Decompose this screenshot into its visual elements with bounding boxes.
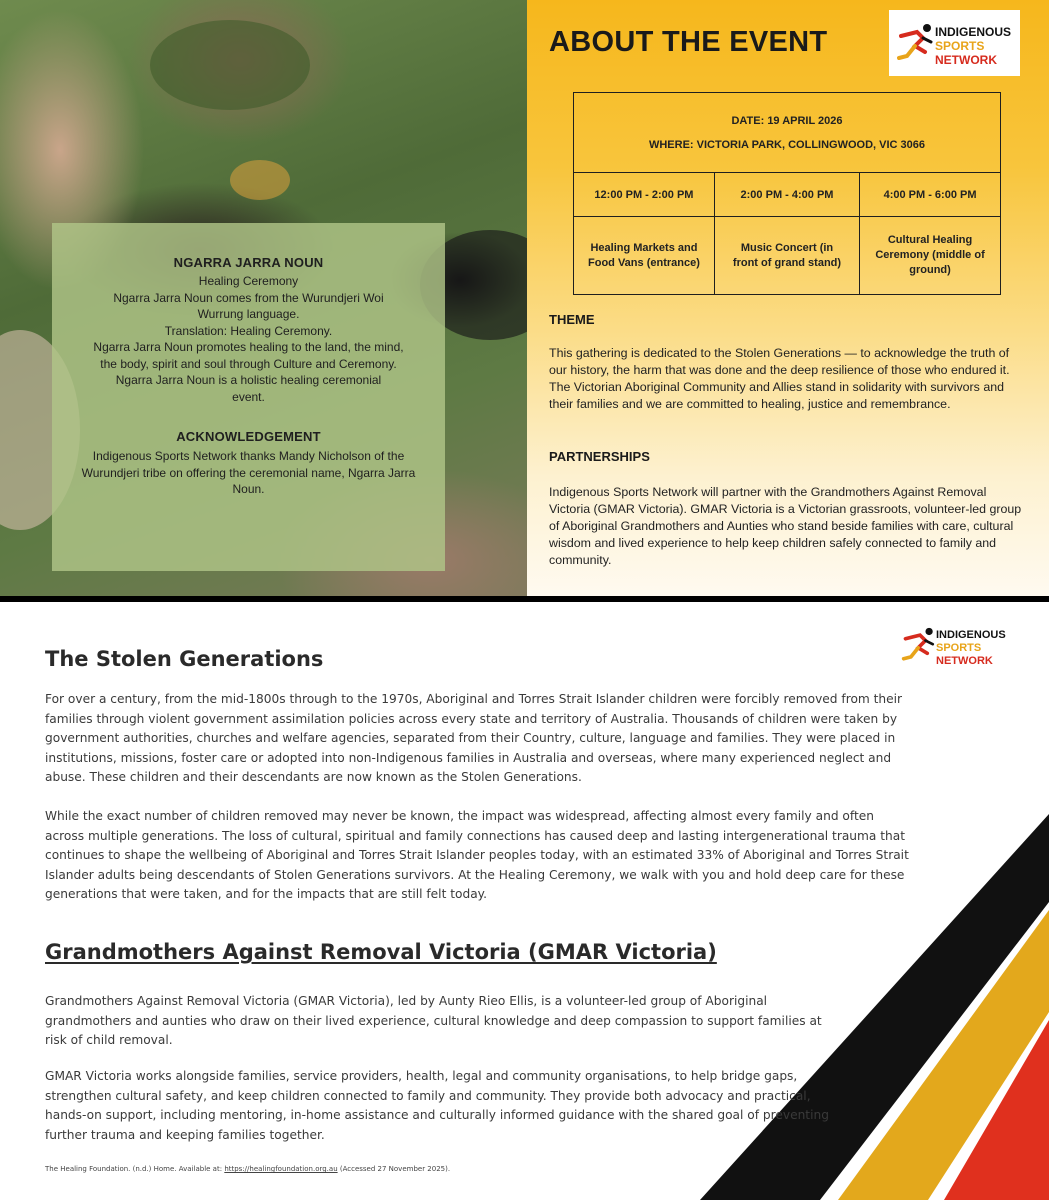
ceremony-photo	[0, 0, 527, 596]
gmar-para-2: GMAR Victoria works alongside families, service providers, health, legal and community organisations, to help bridge gaps, strengthen cultural safety, and keep children connected to family and community. They provide both advocacy and practical, hands-on support, including mentoring, in-home assistance and culturally informed guidance with the shared goal of preventing further trauma and keeping families together.	[45, 1069, 829, 1142]
isn-logo	[889, 10, 1020, 76]
ember-shape	[230, 160, 290, 200]
event-flyer-page	[0, 0, 1049, 596]
stolen-generations-title: The Stolen Generations	[45, 647, 324, 671]
foliage-shape	[150, 20, 310, 110]
logo-line-3: NETWORK	[936, 655, 993, 667]
theme-body: This gathering is dedicated to the Stolen Generations — to acknowledge the truth of our history, the harm that was done and the deep resilience of those who endured it. The Victorian Aboriginal Community and Allies stand in solidarity with survivors and their families and we are committed to healing, justice and remembrance.	[549, 346, 1010, 411]
ngarra-heading: NGARRA JARRA NOUN	[173, 255, 324, 270]
logo-line-3: NETWORK	[935, 53, 997, 67]
logo-line-1: INDIGENOUS	[935, 25, 1012, 39]
acknowledgement-body: Indigenous Sports Network thanks Mandy Nicholson of the Wurundjeri tribe on offering the ceremonial name, Ngarra Jarra Noun.	[81, 449, 416, 496]
gmar-title: Grandmothers Against Removal Victoria (GMAR Victoria)	[45, 940, 717, 964]
ngarra-line: Translation: Healing Ceremony.	[164, 323, 333, 338]
logo-line-1: INDIGENOUS	[936, 629, 1006, 641]
activity-3: Cultural Healing Ceremony (middle of ground)	[860, 217, 1001, 295]
about-title: ABOUT THE EVENT	[549, 26, 828, 58]
ngarra-line: Ngarra Jarra Noun promotes healing to the land, the mind, the body, spirit and soul through Culture and Ceremony.	[93, 340, 404, 371]
ngarra-line: Ngarra Jarra Noun comes from the Wurundjeri Woi Wurrung language.	[113, 290, 384, 321]
footnote	[45, 1165, 450, 1173]
time-slot-2: 2:00 PM - 4:00 PM	[714, 173, 859, 217]
ngarra-line: Ngarra Jarra Noun is a holistic healing ceremonial event.	[115, 373, 382, 404]
activity-2: Music Concert (in front of grand stand)	[714, 217, 859, 295]
ngarra-jarra-noun-box	[52, 223, 445, 571]
runner-icon	[895, 22, 939, 66]
information-page	[0, 602, 1049, 1200]
stolen-generations-para-2: While the exact number of children removed may never be known, the impact was widespread, affecting almost every family and often across multiple generations. The loss of cultural, spiritual and family connections has caused deep and lasting intergenerational trauma that continues to shape the wellbeing of Aboriginal and Torres Strait Islander peoples today, with an estimated 33% of Aboriginal and Torres Strait Islander adults being descendants of Stolen Generations survivors. At the Healing Ceremony, we walk with you and hold deep care for these generations that were taken, and for the impacts that are still felt today.	[45, 809, 909, 902]
about-event-panel	[527, 0, 1049, 596]
footnote-link[interactable]: https://healingfoundation.org.au	[224, 1165, 338, 1173]
ngarra-line: Healing Ceremony	[198, 274, 299, 288]
logo-line-2: SPORTS	[936, 642, 982, 654]
gmar-para-1: Grandmothers Against Removal Victoria (GMAR Victoria), led by Aunty Rieo Ellis, is a volunteer-led group of Aboriginal grandmothers and aunties who draw on their lived experience, cultural knowledge and deep compassion to support families at risk of child removal.	[45, 994, 822, 1048]
footnote-accessed: (Accessed 27 November 2025).	[339, 1165, 451, 1173]
logo-line-2: SPORTS	[935, 39, 985, 53]
footnote-text: The Healing Foundation. (n.d.) Home. Available at:	[45, 1165, 223, 1173]
event-date: DATE: 19 APRIL 2026	[574, 93, 1001, 133]
runner-icon	[900, 624, 940, 668]
stolen-generations-para-1: For over a century, from the mid-1800s through to the 1970s, Aboriginal and Torres Strait Islander children were forcibly removed from their families through violent government assimilation policies across every state and territory of Australia. Thousands of children were taken by government authorities, churches and welfare agencies, separated from their Country, culture, language and families. They were placed in institutions, missions, foster care or adopted into non-Indigenous families in Australia and overseas, where many experienced neglect and abuse. These children and their descendants are now known as the Stolen Generations.	[45, 692, 903, 785]
theme-heading: THEME	[549, 312, 595, 327]
time-slot-1: 12:00 PM - 2:00 PM	[574, 173, 715, 217]
isn-logo	[896, 618, 1014, 676]
partnerships-body: Indigenous Sports Network will partner with the Grandmothers Against Removal Victoria (GMAR Victoria). GMAR Victoria is a Victorian grassroots, volunteer-led group of Aboriginal Grandmothers and Aunties who stand beside families with care, cultural wisdom and lived experience to help keep children safely connected to family and community.	[549, 485, 1022, 567]
partnerships-heading: PARTNERSHIPS	[549, 449, 650, 464]
event-schedule-table	[573, 92, 1001, 295]
event-location: WHERE: VICTORIA PARK, COLLINGWOOD, VIC 3066	[574, 133, 1001, 173]
time-slot-3: 4:00 PM - 6:00 PM	[860, 173, 1001, 217]
acknowledgement-heading: ACKNOWLEDGEMENT	[176, 429, 321, 444]
activity-1: Healing Markets and Food Vans (entrance)	[574, 217, 715, 295]
